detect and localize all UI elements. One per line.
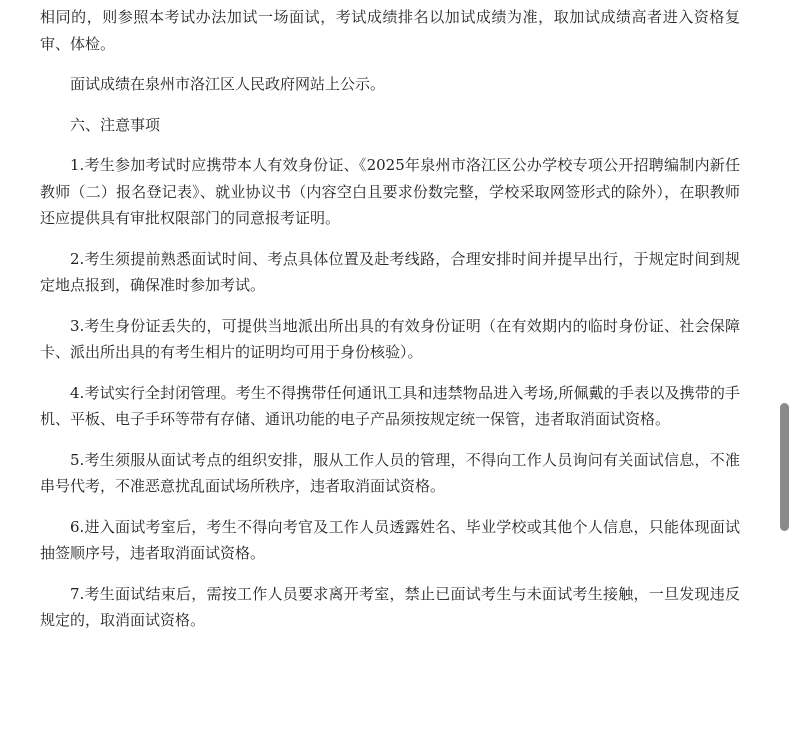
paragraph-note-2: 2.考生须提前熟悉面试时间、考点具体位置及赴考线路，合理安排时间并提早出行，于规定时间到规定地点报到，确保准时参加考试。	[40, 249, 740, 294]
paragraph-tiebreak-rule: 相同的，则参照本考试办法加试一场面试，考试成绩排名以加试成绩为准，取加试成绩高者进入资格复审、体检。	[40, 8, 740, 53]
paragraph-note-1: 1.考生参加考试时应携带本人有效身份证、《2025年泉州市洛江区公办学校专项公开招聘编制内新任教师（二）报名登记表》、就业协议书（内容空白且要求份数完整，学校采取网签形式的除外），在职教师还应提供具有审批权限部门的同意报考证明。	[40, 156, 740, 227]
paragraph-note-4: 4.考试实行全封闭管理。考生不得携带任何通讯工具和违禁物品进入考场,所佩戴的手表以及携带的手机、平板、电子手环等带有存储、通讯功能的电子产品须按规定统一保管，违者取消面试资格。	[40, 383, 740, 428]
vertical-scrollbar[interactable]	[778, 0, 792, 738]
document-body	[40, 0, 740, 738]
section-heading-notes: 六、注意事项	[70, 115, 161, 134]
paragraph-note-6: 6.进入面试考室后，考生不得向考官及工作人员透露姓名、毕业学校或其他个人信息，只能体现面试抽签顺序号，违者取消面试资格。	[40, 517, 740, 562]
paragraph-score-publication: 面试成绩在泉州市洛江区人民政府网站上公示。	[70, 75, 386, 93]
paragraph-note-7: 7.考生面试结束后，需按工作人员要求离开考室，禁止已面试考生与未面试考生接触，一旦发现违反规定的，取消面试资格。	[40, 584, 740, 629]
paragraph-note-3: 3.考生身份证丢失的，可提供当地派出所出具的有效身份证明（在有效期内的临时身份证、社会保障卡、派出所出具的有考生相片的证明均可用于身份核验）。	[40, 316, 740, 361]
paragraph-note-5: 5.考生须服从面试考点的组织安排，服从工作人员的管理，不得向工作人员询问有关面试信息，不准串号代考，不准恶意扰乱面试场所秩序，违者取消面试资格。	[40, 450, 740, 495]
scrollbar-thumb[interactable]	[780, 403, 789, 531]
